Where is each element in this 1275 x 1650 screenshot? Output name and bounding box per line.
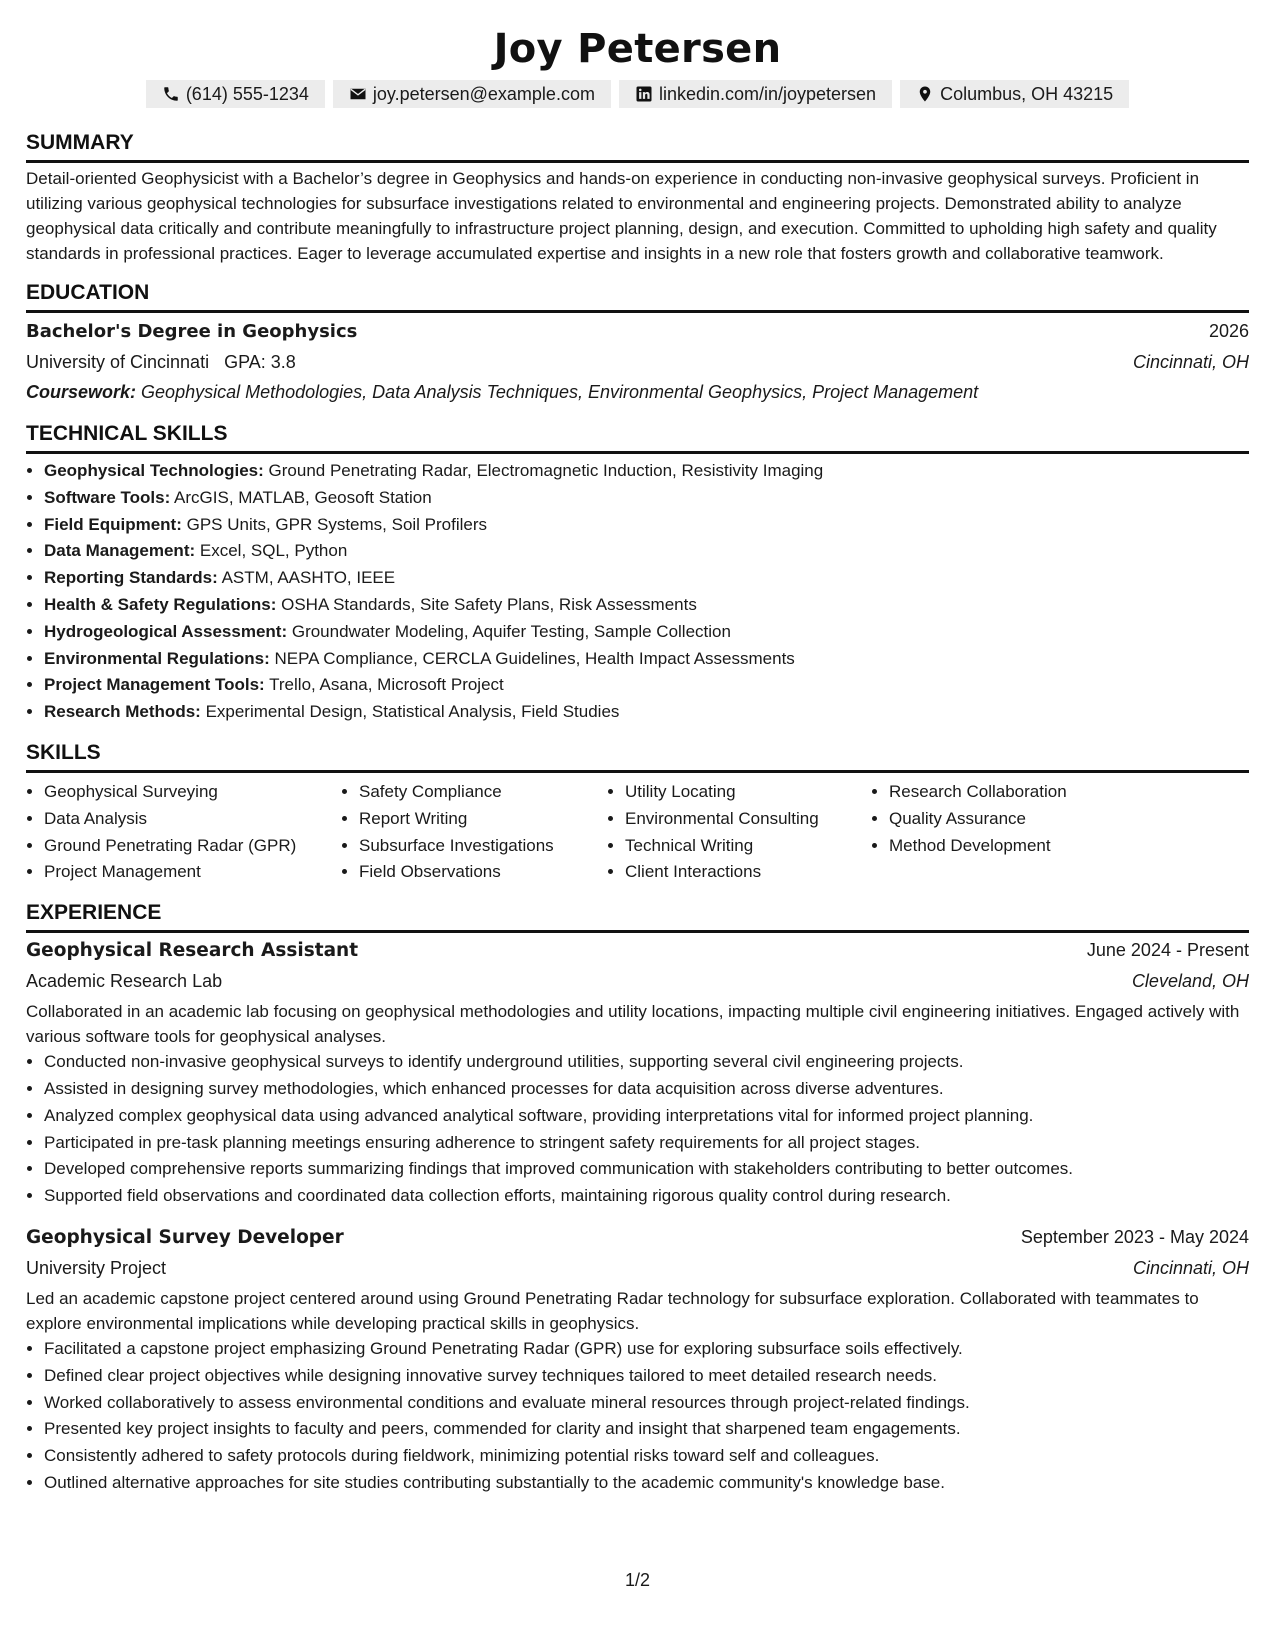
job-bullet: • Presented key project insights to faculty and peers, commended for clarity and insight that sharpened team engagements.	[44, 1416, 1249, 1443]
technical-skill-label: Hydrogeological Assessment:	[44, 621, 288, 641]
skills-column	[341, 779, 607, 886]
summary-heading: SUMMARY	[26, 130, 1249, 163]
technical-skills-section	[26, 421, 1249, 726]
technical-skill-item	[44, 538, 1249, 565]
skill-item: • Utility Locating	[625, 779, 871, 806]
gpa: GPA: 3.8	[224, 352, 296, 372]
job-bullet: • Worked collaboratively to assess environmental conditions and evaluate mineral resources through project-related findings.	[44, 1390, 1249, 1417]
technical-skill-item	[44, 485, 1249, 512]
technical-skill-value: Experimental Design, Statistical Analysis, Field Studies	[205, 702, 620, 722]
technical-skills-list	[26, 458, 1249, 726]
school-name: University of Cincinnati	[26, 352, 210, 372]
coursework-list: Geophysical Methodologies, Data Analysis Techniques, Environmental Geophysics, Project Management	[141, 382, 979, 402]
phone-icon	[162, 85, 180, 103]
job-header	[26, 935, 1249, 966]
summary-section	[26, 130, 1249, 266]
email-chip[interactable]	[333, 80, 611, 108]
skills-column	[607, 779, 871, 886]
email-text: joy.petersen@example.com	[372, 84, 595, 104]
technical-skill-value: NEPA Compliance, CERCLA Guidelines, Health Impact Assessments	[274, 648, 795, 668]
education-heading: EDUCATION	[26, 280, 1249, 313]
job-bullet: • Facilitated a capstone project emphasizing Ground Penetrating Radar (GPR) use for exploring subsurface soils effectively.	[44, 1336, 1249, 1363]
skill-item: • Field Observations	[359, 859, 607, 886]
coursework-label: Coursework:	[26, 382, 137, 402]
technical-skill-label: Environmental Regulations:	[44, 648, 270, 668]
technical-skill-item	[44, 699, 1249, 726]
phone-text: (614) 555-1234	[185, 84, 309, 104]
skill-item: • Data Analysis	[44, 806, 341, 833]
summary-text: Detail-oriented Geophysicist with a Bachelor’s degree in Geophysics and hands-on experience in conducting non-invasive geophysical surveys. Proficient in utilizing various geophysical technologies for subsurface investigations related to environmental and engineering projects. Demonstrated ability to analyze geophysical data critically and contribute meaningfully to infrastructure project planning, design, and execution. Committed to upholding high safety and quality standards in professional practices. Eager to leverage accumulated expertise and insights in a new role that fosters growth and collaborative teamwork.	[26, 169, 1217, 263]
job-bullets	[26, 1049, 1249, 1210]
skill-item: • Ground Penetrating Radar (GPR)	[44, 833, 341, 860]
job-location: Cleveland, OH	[1131, 971, 1249, 992]
technical-skill-value: Groundwater Modeling, Aquifer Testing, Sample Collection	[291, 621, 731, 641]
technical-skill-value: ASTM, AASHTO, IEEE	[221, 568, 396, 588]
linkedin-chip[interactable]	[619, 80, 892, 108]
map-pin-icon	[916, 85, 934, 103]
technical-skill-value: GPS Units, GPR Systems, Soil Profilers	[186, 514, 488, 534]
skill-item: • Quality Assurance	[889, 806, 1189, 833]
phone-chip[interactable]	[146, 80, 325, 108]
skill-item: • Subsurface Investigations	[359, 833, 607, 860]
technical-skill-item	[44, 512, 1249, 539]
technical-skill-item	[44, 619, 1249, 646]
job-bullet: • Analyzed complex geophysical data using advanced analytical software, providing interpretations vital for informed project planning.	[44, 1103, 1249, 1130]
skills-column	[26, 779, 341, 886]
location-text: Columbus, OH 43215	[940, 84, 1114, 104]
school-location: Cincinnati, OH	[1132, 352, 1249, 372]
technical-skill-item	[44, 672, 1249, 699]
coursework-line	[26, 377, 1249, 407]
degree-name: Bachelor's Degree in Geophysics	[26, 321, 358, 342]
skill-item: • Report Writing	[359, 806, 607, 833]
technical-skill-label: Research Methods:	[44, 702, 201, 722]
technical-skill-label: Health & Safety Regulations:	[44, 594, 277, 614]
education-section	[26, 280, 1249, 407]
job-bullet: • Assisted in designing survey methodologies, which enhanced processes for data acquisition across diverse adventures.	[44, 1076, 1249, 1103]
skill-item: • Geophysical Surveying	[44, 779, 341, 806]
technical-skills-heading: TECHNICAL SKILLS	[26, 421, 1249, 454]
linkedin-icon	[635, 85, 653, 103]
skill-item: • Project Management	[44, 859, 341, 886]
technical-skill-value: OSHA Standards, Site Safety Plans, Risk Assessments	[281, 594, 697, 614]
skill-item: • Technical Writing	[625, 833, 871, 860]
technical-skill-item	[44, 458, 1249, 485]
location-chip	[900, 80, 1129, 108]
job-org-row	[26, 1253, 1249, 1283]
job-bullet: • Defined clear project objectives while designing innovative survey techniques tailored to meet detailed research needs.	[44, 1363, 1249, 1390]
skill-item: • Environmental Consulting	[625, 806, 871, 833]
skills-grid	[26, 779, 1249, 886]
skill-item: • Client Interactions	[625, 859, 871, 886]
job-bullet: • Supported field observations and coordinated data collection efforts, maintaining rigorous quality control during research.	[44, 1183, 1249, 1210]
technical-skill-value: Excel, SQL, Python	[199, 541, 348, 561]
job-summary: Collaborated in an academic lab focusing on geophysical methodologies and utility locations, impacting multiple civil engineering initiatives. Engaged actively with various software tools for geophysical analyses.	[26, 1002, 1240, 1047]
technical-skill-label: Project Management Tools:	[44, 675, 265, 695]
technical-skill-label: Data Management:	[44, 541, 196, 561]
job-entry	[26, 935, 1249, 1210]
job-entry	[26, 1222, 1249, 1497]
contact-bar	[26, 80, 1249, 108]
page-number: 1/2	[624, 1570, 651, 1590]
job-title: Geophysical Survey Developer	[26, 1226, 344, 1248]
job-bullet: • Developed comprehensive reports summarizing findings that improved communication with stakeholders contributing to better outcomes.	[44, 1156, 1249, 1183]
skill-item: • Safety Compliance	[359, 779, 607, 806]
job-location: Cincinnati, OH	[1132, 1257, 1249, 1278]
technical-skill-item	[44, 565, 1249, 592]
job-summary: Led an academic capstone project centered around using Ground Penetrating Radar technology for subsurface exploration. Collaborated with teammates to explore environmental implications while developing practical skills in geophysics.	[26, 1288, 1199, 1333]
technical-skill-value: Ground Penetrating Radar, Electromagnetic Induction, Resistivity Imaging	[268, 461, 824, 480]
skills-section	[26, 740, 1249, 886]
job-dates: June 2024 - Present	[1086, 940, 1249, 961]
technical-skill-item	[44, 592, 1249, 619]
job-header	[26, 1222, 1249, 1253]
job-title: Geophysical Research Assistant	[26, 940, 359, 962]
job-bullet: • Outlined alternative approaches for site studies contributing substantially to the academic community's knowledge base.	[44, 1470, 1249, 1497]
technical-skill-item	[44, 646, 1249, 673]
skill-item: • Method Development	[889, 833, 1189, 860]
education-row	[26, 316, 1249, 347]
candidate-name: Joy Petersen	[493, 26, 782, 72]
experience-heading: EXPERIENCE	[26, 900, 1249, 933]
job-bullet: • Consistently adhered to safety protocols during fieldwork, minimizing potential risks toward self and colleagues.	[44, 1443, 1249, 1470]
experience-section	[26, 900, 1249, 1497]
skill-item: • Research Collaboration	[889, 779, 1189, 806]
job-bullets	[26, 1336, 1249, 1497]
technical-skill-label: Field Equipment:	[44, 514, 182, 534]
technical-skill-label: Reporting Standards:	[44, 568, 218, 588]
technical-skill-value: ArcGIS, MATLAB, Geosoft Station	[174, 487, 432, 507]
job-dates: September 2023 - May 2024	[1020, 1226, 1249, 1247]
linkedin-text: linkedin.com/in/joypetersen	[658, 84, 877, 104]
job-bullet: • Conducted non-invasive geophysical surveys to identify underground utilities, supporting several civil engineering projects.	[44, 1049, 1249, 1076]
skills-heading: SKILLS	[26, 740, 1249, 773]
graduation-year: 2026	[1208, 321, 1249, 341]
skills-column	[871, 779, 1189, 886]
school-row	[26, 347, 1249, 377]
technical-skill-value: Trello, Asana, Microsoft Project	[269, 675, 504, 695]
technical-skill-label: Geophysical Technologies:	[44, 461, 264, 480]
envelope-icon	[349, 85, 367, 103]
job-organization: University Project	[26, 1257, 167, 1278]
job-org-row	[26, 966, 1249, 996]
technical-skill-label: Software Tools:	[44, 487, 171, 507]
job-organization: Academic Research Lab	[26, 971, 223, 992]
job-bullet: • Participated in pre-task planning meetings ensuring adherence to stringent safety requirements for all project stages.	[44, 1130, 1249, 1157]
